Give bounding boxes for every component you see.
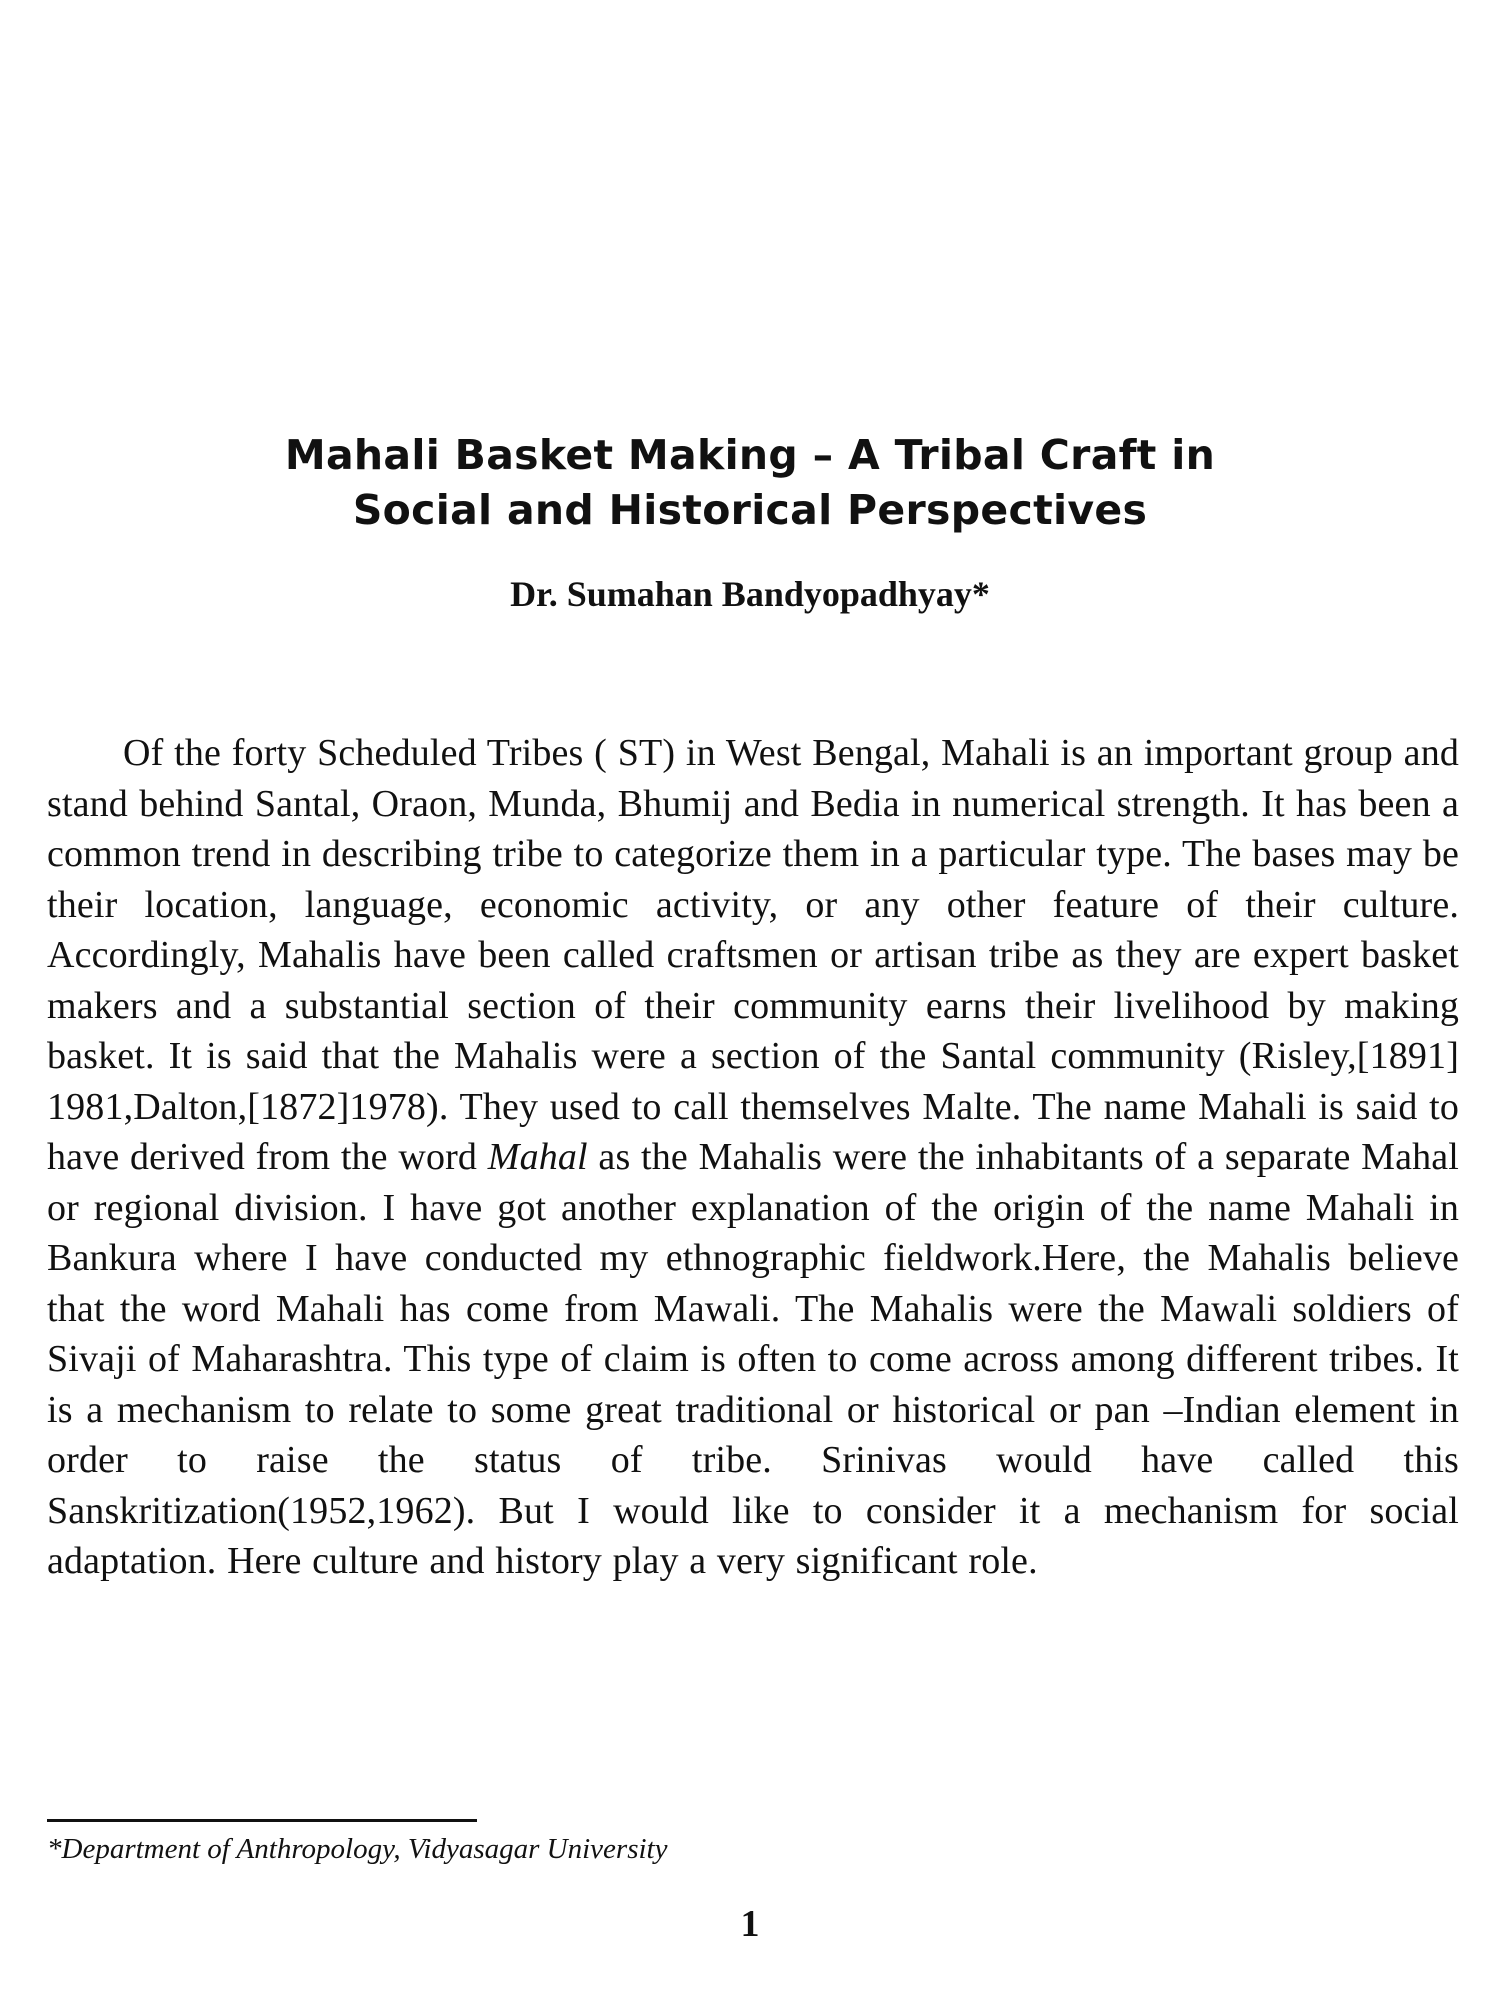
body-text-part-1: Of the forty Scheduled Tribes ( ST) in West Bengal, Mahali is an important group and stand behind Santal, Oraon, Munda, Bhumij and Bedia in numerical strength. It has been a common trend in describing tribe to categorize them in a particular type. The bases may be their location, language, economic activity, or any other feature of their culture. Accordingly, Mahalis have been called craftsmen or artisan tribe as they are expert basket makers and a substantial section of their community earns their livelihood by making basket. It is said that the Mahalis were a section of the Santal community (Risley,[1891] 1981,Dalton,[1872]1978). They used to call themselves Malte. The name Mahali is said to have derived from the word (47, 732, 1459, 1178)
author-name: Dr. Sumahan Bandyopadhyay* (510, 574, 990, 614)
article-title (150, 428, 1350, 538)
body-paragraph (47, 728, 1459, 1587)
body-text-part-2: as the Mahalis were the inhabitants of a separate Mahal or regional division. I have got another explanation of the origin of the name Mahali in Bankura where I have conducted my ethnographic fieldwork.Here, the Mahalis believe that the word Mahali has come from Mawali. The Mahalis were the Mawali soldiers of Sivaji of Maharashtra. This type of claim is often to come across among different tribes. It is a mechanism to relate to some great traditional or historical or pan –Indian element in order to raise the status of tribe. Srinivas would have called this Sanskritization(1952,1962). But I would like to consider it a mechanism for social adaptation. Here culture and history play a very significant role. (47, 1136, 1459, 1582)
footnote-divider (47, 1819, 477, 1822)
title-line-1: Mahali Basket Making – A Tribal Craft in (284, 431, 1216, 479)
italic-term-mahal: Mahal (487, 1136, 588, 1178)
title-line-2: Social and Historical Perspectives (352, 486, 1148, 534)
page-number: 1 (740, 1903, 760, 1945)
footnote: *Department of Anthropology, Vidyasagar University (47, 1833, 668, 1865)
